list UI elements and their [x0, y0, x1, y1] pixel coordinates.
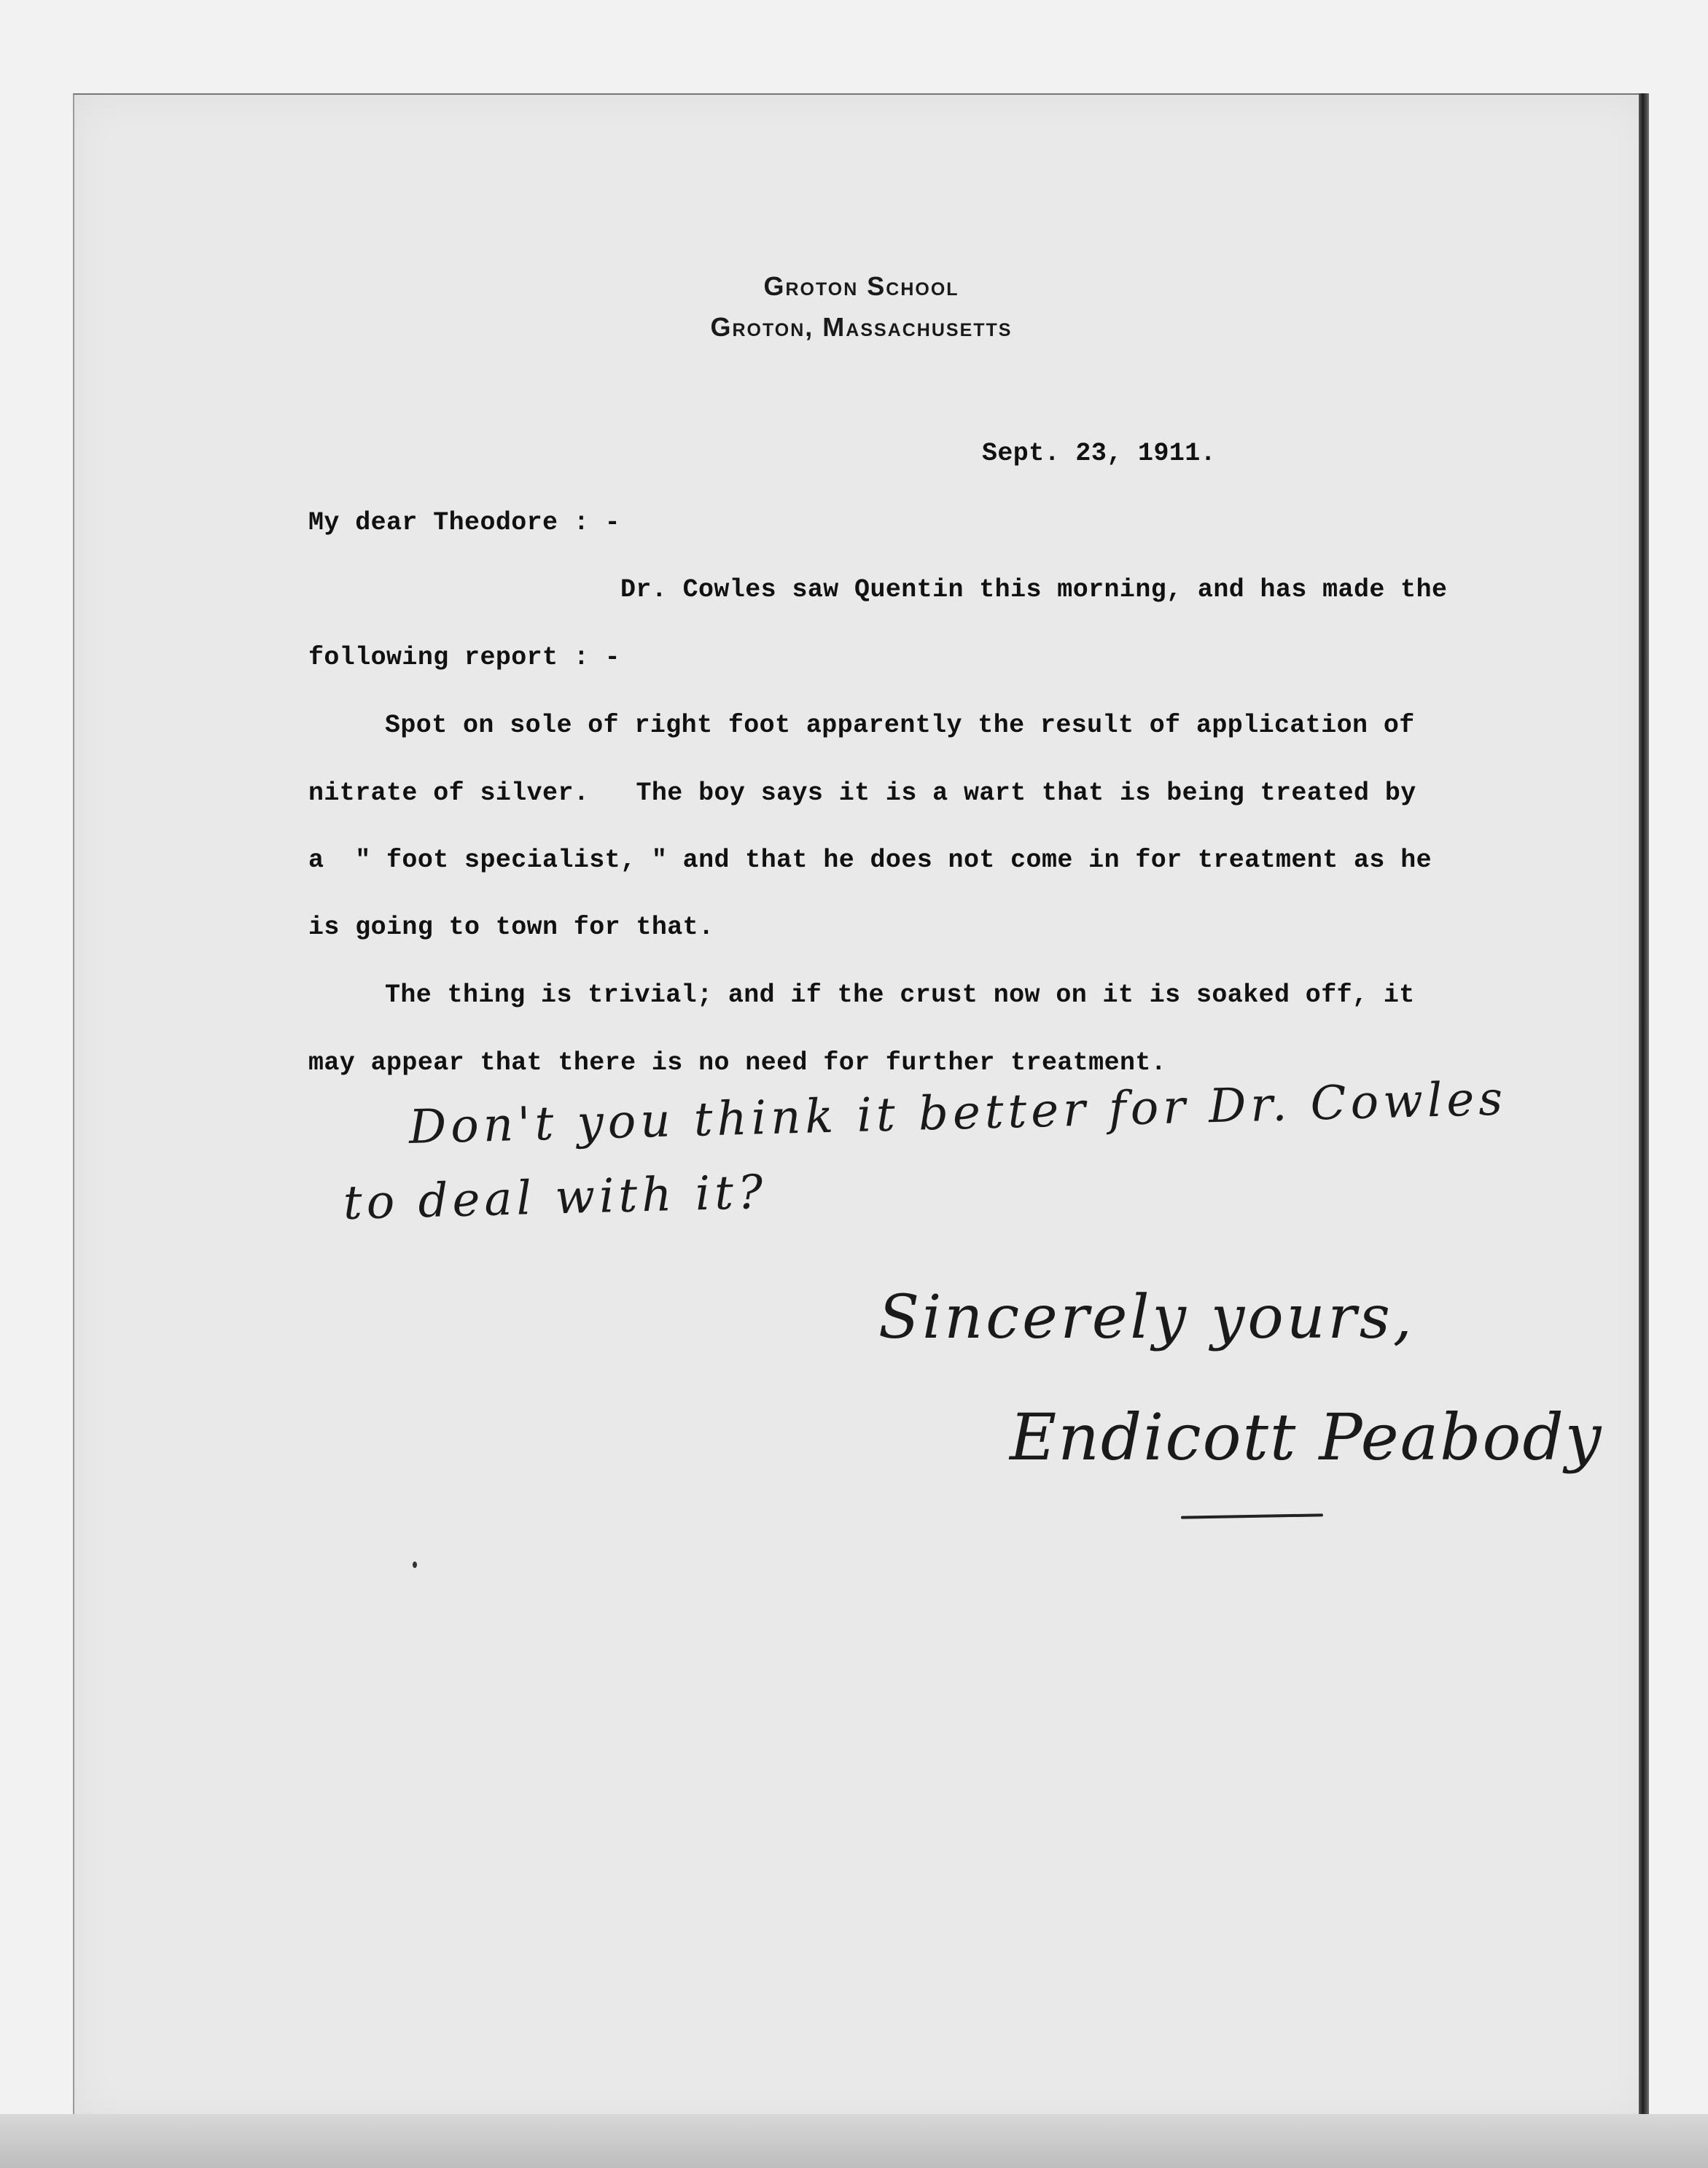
- letterhead-school-name: Groton School: [763, 271, 959, 301]
- bottom-shadow: [0, 2114, 1708, 2168]
- handwritten-note-line: Don't you think it better for Dr. Cowles: [408, 1072, 1508, 1155]
- body-line: a " foot specialist, " and that he does not come in for treatment as he: [308, 846, 1432, 875]
- handwritten-closing: Sincerely yours,: [878, 1283, 1415, 1352]
- body-line: Dr. Cowles saw Quentin this morning, and has made the: [620, 575, 1448, 604]
- body-line: following report : -: [308, 643, 621, 672]
- handwritten-signature: Endicott Peabody: [1010, 1400, 1603, 1475]
- letter-date: Sept. 23, 1911.: [982, 439, 1217, 468]
- body-line: Spot on sole of right foot apparently the result of application of: [385, 711, 1415, 740]
- salutation: My dear Theodore : -: [308, 508, 621, 537]
- body-line: The thing is trivial; and if the crust now on it is soaked off, it: [385, 980, 1415, 1010]
- body-line: may appear that there is no need for further treatment.: [308, 1048, 1167, 1077]
- body-line: nitrate of silver. The boy says it is a wart that is being treated by: [308, 779, 1416, 808]
- paper-speck: [413, 1561, 417, 1568]
- letterhead-address: Groton, Massachusetts: [710, 312, 1013, 342]
- sheet-edge-shadow: [1639, 93, 1649, 2127]
- body-line: is going to town for that.: [308, 913, 714, 942]
- handwritten-note-line: to deal with it?: [343, 1165, 768, 1231]
